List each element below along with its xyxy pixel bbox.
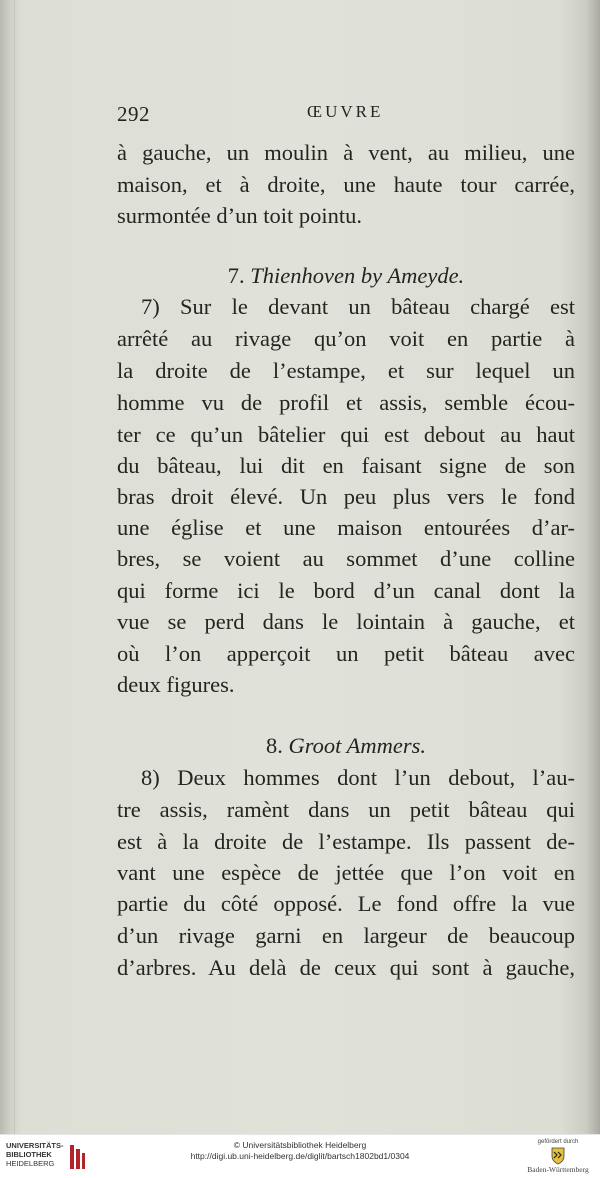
section-title: Groot Ammers. bbox=[288, 733, 426, 758]
copyright-text: © Universitätsbibliothek Heidelberg bbox=[233, 1140, 367, 1150]
text-line: partie du côté opposé. Le fond offre la vue bbox=[117, 891, 575, 916]
page-header bbox=[117, 100, 575, 130]
sponsor-name: Baden-Württemberg bbox=[527, 1165, 589, 1174]
page-edge bbox=[14, 0, 15, 1134]
text-line: la droite de l’estampe, et sur lequel un bbox=[117, 358, 575, 383]
text-line: ter ce qu’un bâtelier qui est debout au haut bbox=[117, 422, 575, 447]
footer-credits bbox=[150, 1140, 450, 1162]
text-line: maison, et à droite, une haute tour carrée, bbox=[117, 172, 575, 197]
section-title: Thienhoven by Ameyde. bbox=[250, 263, 465, 288]
permalink-url[interactable]: http://digi.ub.uni-heidelberg.de/diglit/bartsch1802bd1/0304 bbox=[190, 1151, 410, 1161]
library-name-line: HEIDELBERG bbox=[6, 1159, 55, 1168]
text-line: bres, se voient au sommet d’une colline bbox=[117, 546, 575, 571]
library-name bbox=[6, 1141, 64, 1168]
sponsor-logo[interactable] bbox=[520, 1138, 596, 1174]
text-line: est à la droite de l’estampe. Ils passent de- bbox=[117, 829, 575, 854]
section-number: 7. bbox=[227, 263, 245, 288]
library-name-line: BIBLIOTHEK bbox=[6, 1150, 52, 1159]
text-line: qui forme ici le bord d’un canal dont la bbox=[117, 578, 575, 603]
text-line: où l’on apperçoit un petit bâteau avec bbox=[117, 641, 575, 666]
text-line: du bâteau, lui dit en faisant signe de son bbox=[117, 453, 575, 478]
coat-of-arms-icon bbox=[550, 1147, 566, 1165]
text-line: bras droit élevé. Un peu plus vers le fond bbox=[117, 484, 575, 509]
library-logo[interactable] bbox=[6, 1141, 96, 1175]
text-line: une église et une maison entourées d’ar- bbox=[117, 515, 575, 540]
text-line: à gauche, un moulin à vent, au milieu, une bbox=[117, 140, 575, 165]
page-number: 292 bbox=[117, 102, 150, 126]
text-line: homme vu de profil et assis, semble écou- bbox=[117, 390, 575, 415]
library-emblem-icon bbox=[68, 1143, 86, 1171]
section-number: 8. bbox=[265, 733, 283, 758]
text-line: 8) Deux hommes dont l’un debout, l’au- bbox=[141, 765, 575, 790]
section-heading-8 bbox=[117, 730, 575, 761]
text-line: vant une espèce de jettée que l’on voit en bbox=[117, 860, 575, 885]
text-line: d’un rivage garni en largeur de beaucoup bbox=[117, 923, 575, 948]
sponsor-label: gefördert durch bbox=[537, 1139, 579, 1145]
text-line: arrêté au rivage qu’on voit en partie à bbox=[117, 326, 575, 351]
text-line: d’arbres. Au delà de ceux qui sont à gauche, bbox=[117, 955, 575, 980]
text-line: tre assis, ramènt dans un petit bâteau qui bbox=[117, 797, 575, 822]
text-line: vue se perd dans le lointain à gauche, et bbox=[117, 609, 575, 634]
viewer-footer bbox=[0, 1134, 600, 1178]
text-line: 7) Sur le devant un bâteau chargé est bbox=[141, 294, 575, 319]
running-title: ŒUVRE bbox=[307, 102, 384, 121]
text-line: deux figures. bbox=[117, 672, 235, 697]
text-line: surmontée d’un toit pointu. bbox=[117, 203, 362, 228]
library-name-line: UNIVERSITÄTS- bbox=[6, 1141, 64, 1150]
section-heading-7 bbox=[117, 260, 575, 291]
